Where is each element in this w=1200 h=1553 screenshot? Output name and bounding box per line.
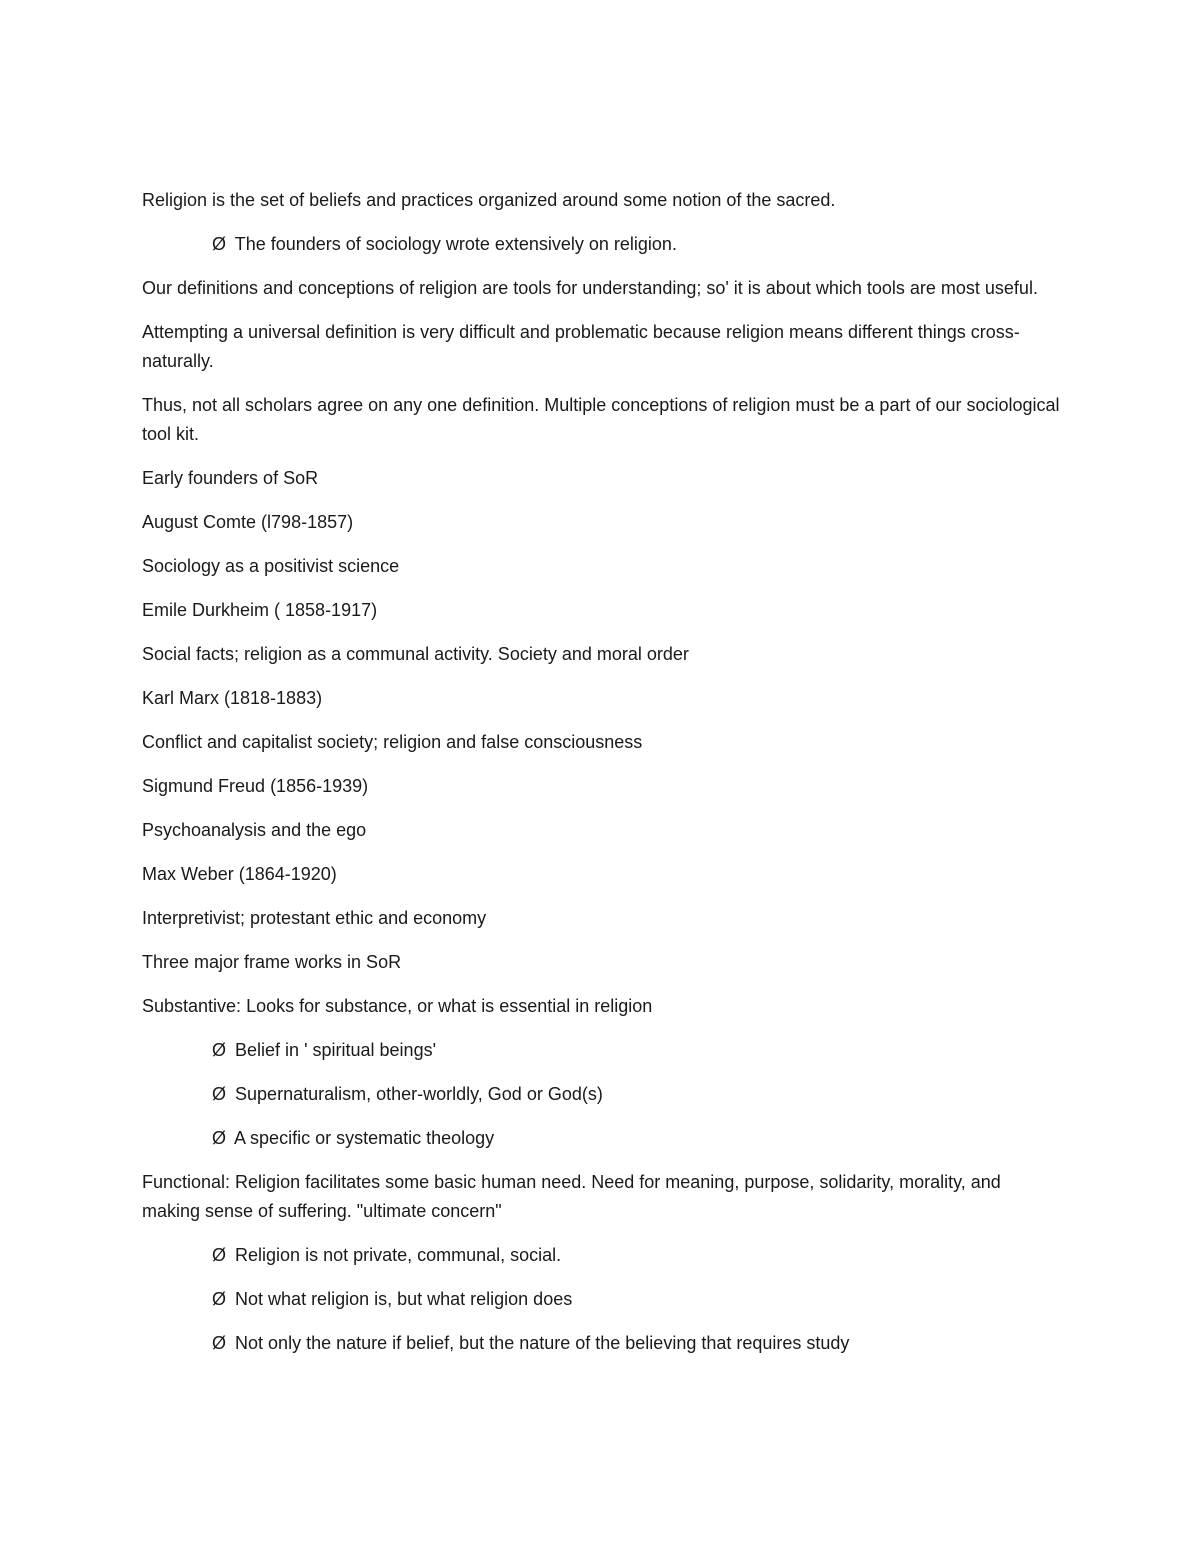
framework-substantive: Substantive: Looks for substance, or what is essential in religion: [142, 996, 653, 1016]
bullet-text: A specific or systematic theology: [234, 1128, 495, 1148]
bullet-text: Not only the nature if belief, but the nature of the believing that requires study: [235, 1333, 850, 1353]
heading-frameworks: Three major frame works in SoR: [142, 952, 402, 972]
bullet-founders-wrote: [142, 230, 1062, 259]
founder-weber: Max Weber (1864-1920): [142, 864, 337, 884]
founder-comte-desc: Sociology as a positivist science: [142, 556, 400, 576]
bullet-what-religion-does: [142, 1285, 1062, 1314]
founder-marx: Karl Marx (1818-1883): [142, 688, 323, 708]
founder-freud-desc: Psychoanalysis and the ego: [142, 820, 367, 840]
paragraph-religion-definition: Religion is the set of beliefs and practices organized around some notion of the sacred.: [142, 190, 836, 210]
founder-marx-desc: Conflict and capitalist society; religion and false consciousness: [142, 732, 643, 752]
paragraph-universal-definition: Attempting a universal definition is very difficult and problematic because religion means different things cross-naturally.: [142, 322, 1020, 371]
framework-functional: Functional: Religion facilitates some basic human need. Need for meaning, purpose, solidarity, morality, and making sense of suffering. "ultimate concern": [142, 1172, 1001, 1221]
bullet-text: Religion is not private, communal, social.: [235, 1245, 562, 1265]
founder-weber-desc: Interpretivist; protestant ethic and economy: [142, 908, 487, 928]
bullet-nature-of-believing: [142, 1329, 1062, 1358]
bullet-theology: [142, 1124, 1062, 1153]
heading-early-founders: Early founders of SoR: [142, 468, 319, 488]
document-body: [142, 186, 1062, 1373]
founder-durkheim: Emile Durkheim ( 1858-1917): [142, 600, 378, 620]
bullet-text: The founders of sociology wrote extensively on religion.: [234, 234, 677, 254]
bullet-symbol: Ø: [212, 1289, 227, 1309]
bullet-symbol: Ø: [212, 1333, 227, 1353]
paragraph-definitions-tools: Our definitions and conceptions of religion are tools for understanding; so' it is about which tools are most useful.: [142, 278, 1038, 298]
bullet-symbol: Ø: [212, 234, 227, 254]
bullet-supernaturalism: [142, 1080, 1062, 1109]
paragraph-scholars-disagree: Thus, not all scholars agree on any one definition. Multiple conceptions of religion must be a part of our sociological tool kit.: [142, 395, 1060, 444]
founder-durkheim-desc: Social facts; religion as a communal activity. Society and moral order: [142, 644, 689, 664]
bullet-text: Supernaturalism, other-worldly, God or God(s): [235, 1084, 603, 1104]
bullet-symbol: Ø: [212, 1084, 227, 1104]
founder-freud: Sigmund Freud (1856-1939): [142, 776, 369, 796]
bullet-not-private: [142, 1241, 1062, 1270]
bullet-text: Not what religion is, but what religion does: [235, 1289, 573, 1309]
bullet-text: Belief in ' spiritual beings': [235, 1040, 437, 1060]
bullet-symbol: Ø: [212, 1040, 227, 1060]
bullet-spiritual-beings: [142, 1036, 1062, 1065]
founder-comte: August Comte (l798-1857): [142, 512, 354, 532]
bullet-symbol: Ø: [212, 1245, 227, 1265]
bullet-symbol: Ø: [212, 1128, 227, 1148]
